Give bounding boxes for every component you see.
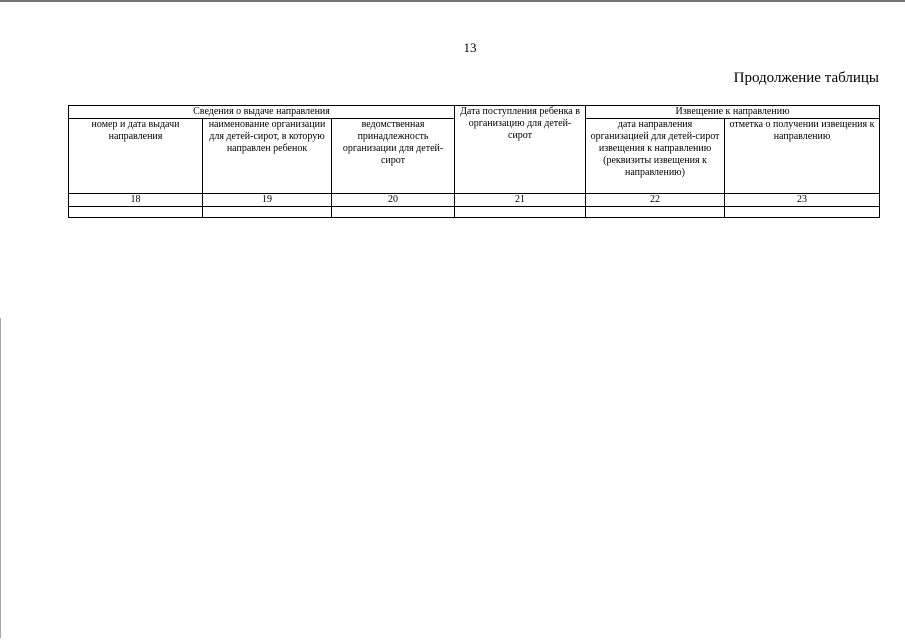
table-cell: [69, 207, 203, 218]
header-referral-number-date: номер и дата выдачи направления: [69, 119, 203, 194]
header-referral-notice: Извещение к направлению: [586, 106, 880, 119]
referral-table: [68, 105, 880, 218]
header-referral-info: Сведения о выдаче направления: [69, 106, 455, 119]
table-cell: [203, 207, 332, 218]
header-notice-sent-date: дата направления организацией для детей-сирот извещения к направлению (реквизиты извещения к направлению): [586, 119, 725, 194]
table-cell: [332, 207, 455, 218]
header-admission-date: Дата поступления ребенка в организацию для детей-сирот: [455, 106, 586, 194]
header-departmental-affiliation: ведомственная принадлежность организации для детей-сирот: [332, 119, 455, 194]
column-number: 19: [203, 194, 332, 207]
page-left-edge: [0, 318, 1, 638]
header-notice-received-mark: отметка о получении извещения к направлению: [725, 119, 880, 194]
table-continuation-label: Продолжение таблицы: [733, 70, 879, 86]
page-top-border: [0, 0, 905, 2]
table-cell: [725, 207, 880, 218]
table-column-numbers-row: [69, 194, 880, 207]
table-cell: [586, 207, 725, 218]
page-number: 13: [463, 40, 477, 55]
header-organization-name: наименование организации для детей-сирот, в которую направлен ребенок: [203, 119, 332, 194]
column-number: 18: [69, 194, 203, 207]
column-number: 23: [725, 194, 880, 207]
column-number: 20: [332, 194, 455, 207]
table-empty-row: [69, 207, 880, 218]
table-cell: [455, 207, 586, 218]
column-number: 22: [586, 194, 725, 207]
table-group-header-row: [69, 106, 880, 119]
column-number: 21: [455, 194, 586, 207]
